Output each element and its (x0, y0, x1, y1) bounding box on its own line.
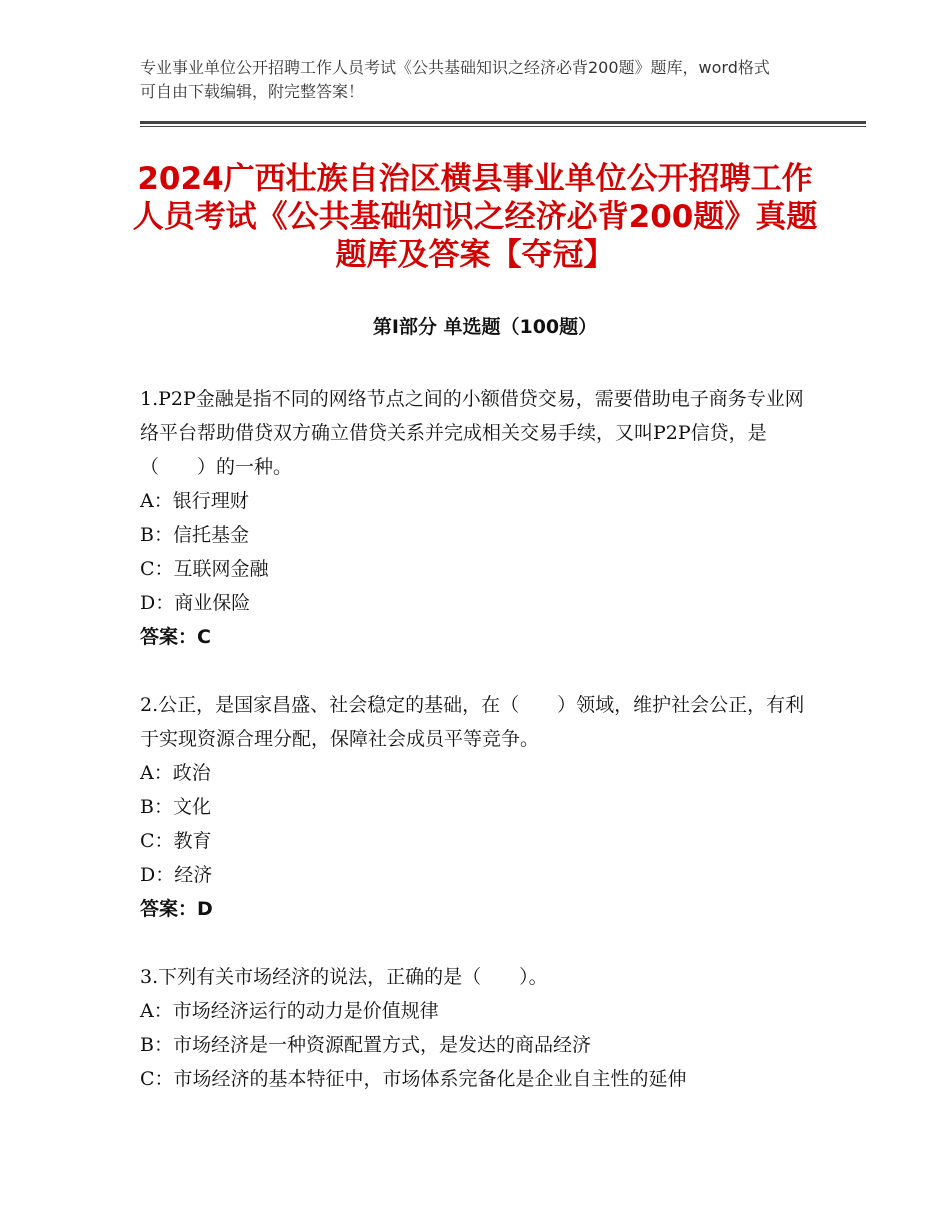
question-1 (140, 382, 810, 654)
question-stem: 3.下列有关市场经济的说法，正确的是（ ）。 (140, 966, 548, 988)
option-d: D：经济 (140, 864, 213, 886)
question-3 (140, 960, 810, 1096)
option-b: B：文化 (140, 796, 211, 818)
option-c: C：市场经济的基本特征中，市场体系完备化是企业自主性的延伸 (140, 1068, 687, 1090)
option-b: B：信托基金 (140, 524, 249, 546)
section-title: 第Ⅰ部分 单选题（100题） (372, 316, 598, 338)
header-rule-thick (140, 121, 866, 124)
answer: 答案：C (140, 626, 211, 648)
question-stem: 1.P2P金融是指不同的网络节点之间的小额借贷交易，需要借助电子商务专业网络平台帮助借贷双方确立借贷关系并完成相关交易手续，又叫P2P信贷，是（ ）的一种。 (140, 388, 804, 478)
option-a: A：政治 (140, 762, 211, 784)
question-stem: 2.公正，是国家昌盛、社会稳定的基础，在（ ）领域，维护社会公正，有利于实现资源合理分配，保障社会成员平等竞争。 (140, 694, 805, 750)
option-c: C：教育 (140, 830, 212, 852)
question-list (140, 382, 810, 1096)
option-a: A：市场经济运行的动力是价值规律 (140, 1000, 439, 1022)
option-d: D：商业保险 (140, 592, 251, 614)
header-note: 专业事业单位公开招聘工作人员考试《公共基础知识之经济必背200题》题库，word格式可自由下载编辑，附完整答案！ (140, 58, 770, 101)
question-2 (140, 688, 810, 926)
document-title: 2024广西壮族自治区横县事业单位公开招聘工作人员考试《公共基础知识之经济必背200题》真题题库及答案【夺冠】 (132, 161, 818, 273)
option-a: A：银行理财 (140, 490, 249, 512)
answer: 答案：D (140, 898, 213, 920)
header-rule-thin (140, 126, 866, 127)
option-b: B：市场经济是一种资源配置方式，是发达的商品经济 (140, 1034, 591, 1056)
option-c: C：互联网金融 (140, 558, 269, 580)
